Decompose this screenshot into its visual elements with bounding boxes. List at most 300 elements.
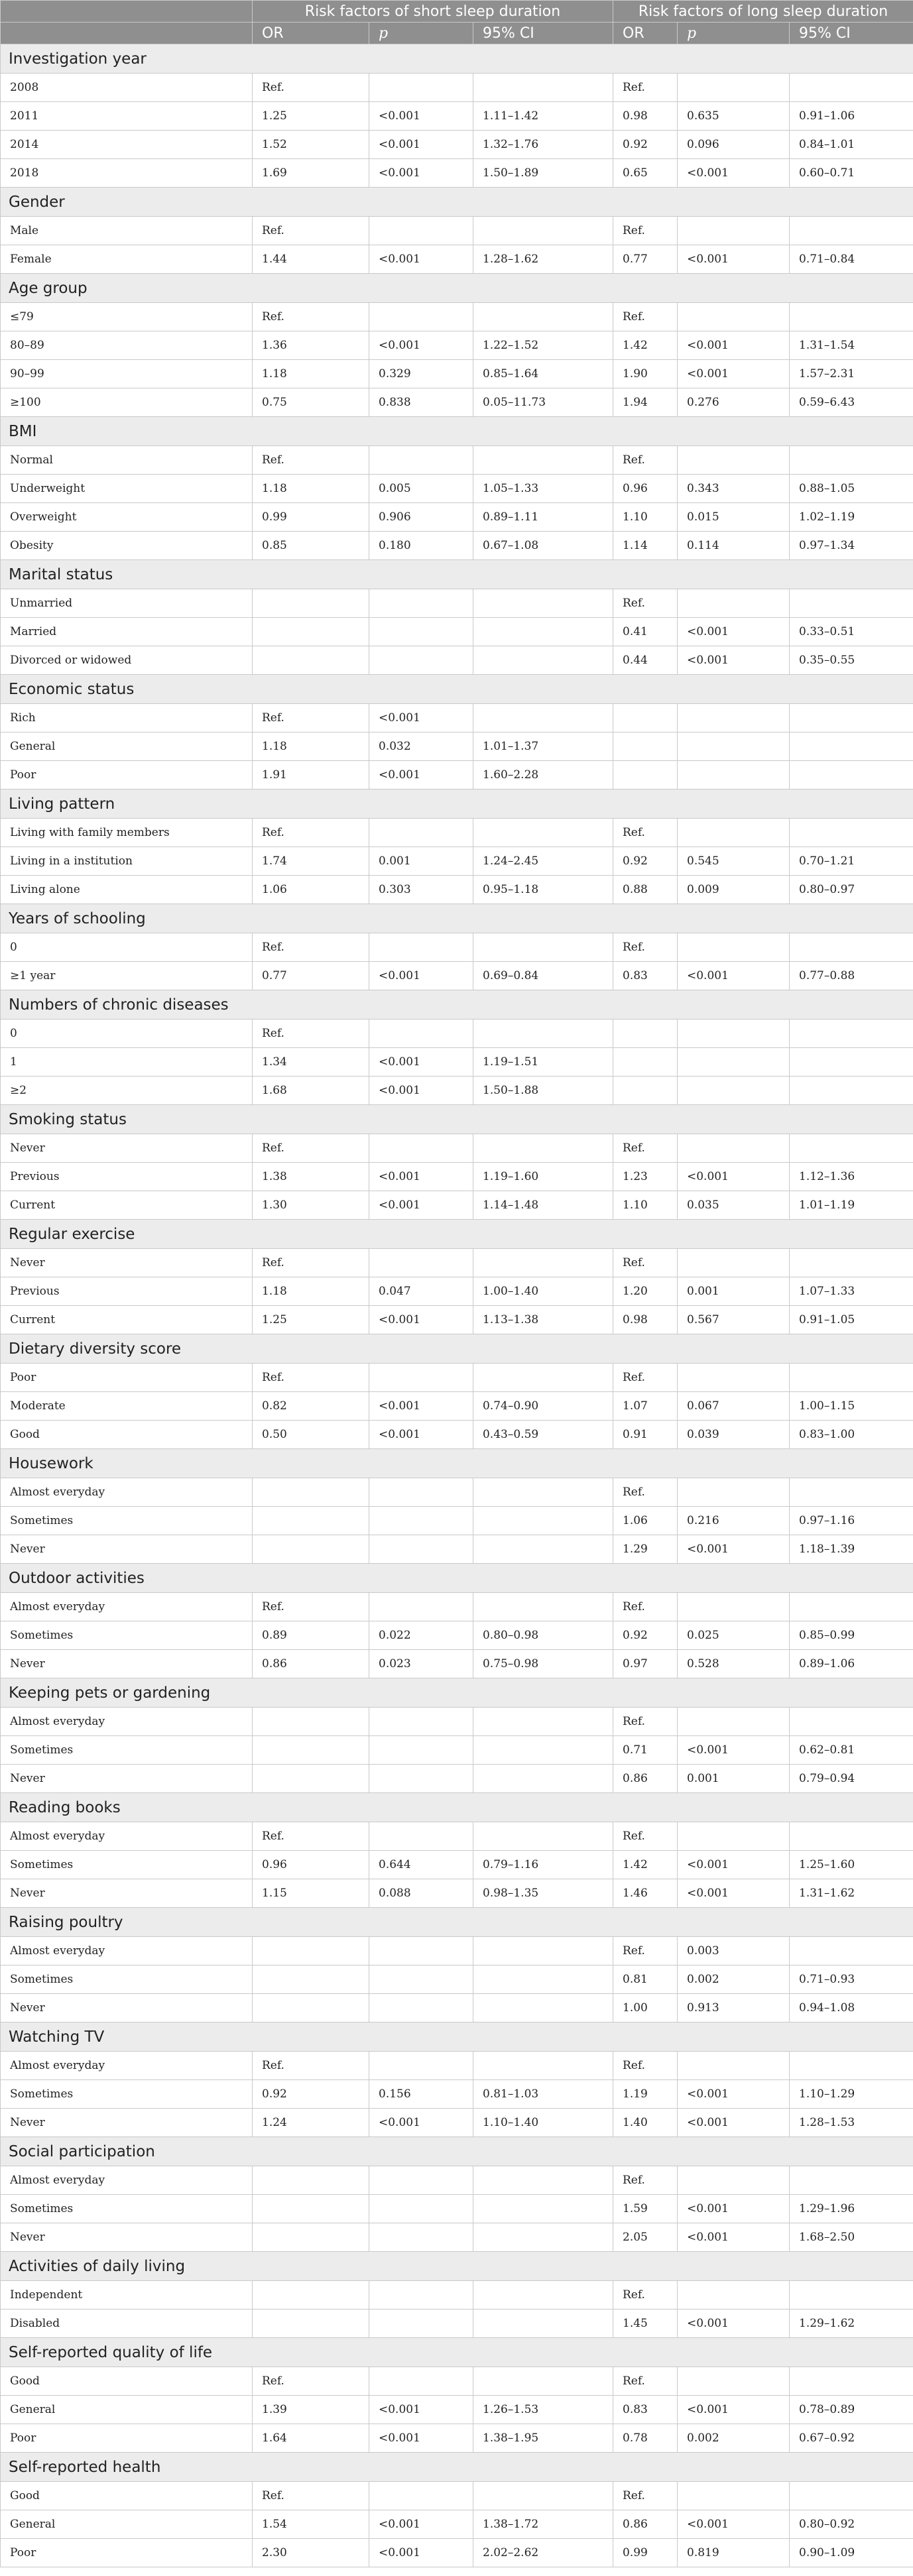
short-or: Ref. [253,74,369,102]
short-ci [473,1822,613,1851]
short-ci: 0.75–0.98 [473,1650,613,1678]
long-or: 1.06 [613,1507,678,1535]
short-p [369,646,473,675]
long-p: 0.001 [678,1277,790,1306]
short-p: <0.001 [369,1191,473,1220]
short-ci: 2.02–2.62 [473,2539,613,2567]
long-p: <0.001 [678,331,790,360]
section-header-row [1,2022,913,2052]
table-row [1,847,913,876]
variable-label: Married [1,618,253,646]
long-ci: 0.88–1.05 [790,475,913,503]
short-ci: 1.24–2.45 [473,847,613,876]
long-p: 0.035 [678,1191,790,1220]
short-p [369,2052,473,2080]
short-ci [473,646,613,675]
long-or [613,1020,678,1048]
short-or [253,1736,369,1765]
short-p: 0.001 [369,847,473,876]
table-row [1,1478,913,1507]
variable-label: General [1,2396,253,2424]
short-ci [473,2367,613,2396]
table-row [1,1994,913,2022]
long-ci: 0.35–0.55 [790,646,913,675]
short-ci: 0.69–0.84 [473,962,613,990]
short-p [369,2166,473,2195]
short-ci [473,1249,613,1277]
long-ci: 0.60–0.71 [790,159,913,188]
short-p: 0.906 [369,503,473,532]
short-ci [473,1708,613,1736]
table-row [1,2223,913,2252]
section-header-row [1,1334,913,1364]
long-or: 1.94 [613,388,678,417]
table-row [1,819,913,847]
short-ci: 1.26–1.53 [473,2396,613,2424]
long-p: 0.343 [678,475,790,503]
section-header-row [1,1678,913,1708]
long-or: Ref. [613,446,678,475]
long-ci: 0.78–0.89 [790,2396,913,2424]
short-ci [473,933,613,962]
short-ci [473,2052,613,2080]
short-p [369,1708,473,1736]
table-row [1,331,913,360]
long-ci [790,303,913,331]
long-p: <0.001 [678,1879,790,1908]
short-or [253,2281,369,2310]
table-row [1,2195,913,2223]
short-ci: 1.50–1.88 [473,1077,613,1105]
section-header-row [1,1564,913,1593]
long-or: 1.19 [613,2080,678,2109]
short-ci: 0.05–11.73 [473,388,613,417]
long-p: <0.001 [678,618,790,646]
long-or: 1.23 [613,1163,678,1191]
short-or: 1.06 [253,876,369,904]
long-or [613,732,678,761]
table-row [1,732,913,761]
long-p: 0.002 [678,2424,790,2453]
section-title: Smoking status [1,1105,913,1134]
short-or: 1.15 [253,1879,369,1908]
long-p [678,761,790,790]
short-p: <0.001 [369,245,473,274]
long-p: <0.001 [678,2396,790,2424]
short-or: 0.85 [253,532,369,560]
long-or: 1.42 [613,331,678,360]
long-or: Ref. [613,2052,678,2080]
short-ci [473,303,613,331]
long-or: 1.14 [613,532,678,560]
short-or [253,589,369,618]
short-ci [473,74,613,102]
short-ci: 1.10–1.40 [473,2109,613,2137]
long-or: 0.83 [613,2396,678,2424]
long-p: 0.819 [678,2539,790,2567]
section-title: Marital status [1,560,913,589]
short-or: 1.36 [253,331,369,360]
long-or [613,761,678,790]
short-p: <0.001 [369,704,473,732]
short-p [369,1535,473,1564]
variable-label: Almost everyday [1,1937,253,1965]
long-or: 0.96 [613,475,678,503]
table-row [1,1765,913,1793]
header-short-ci: 95% CI [473,23,613,44]
section-title: Keeping pets or gardening [1,1678,913,1708]
section-header-row [1,990,913,1020]
header-short-p: p [369,23,473,44]
short-ci: 1.32–1.76 [473,131,613,159]
short-or: 1.34 [253,1048,369,1077]
long-ci [790,2052,913,2080]
long-ci: 0.80–0.97 [790,876,913,904]
long-p: 0.635 [678,102,790,131]
long-p: <0.001 [678,360,790,388]
long-p [678,1048,790,1077]
long-or: 1.46 [613,1879,678,1908]
long-ci: 1.12–1.36 [790,1163,913,1191]
table-row [1,1163,913,1191]
section-header-row [1,44,913,74]
section-header-row [1,188,913,217]
long-ci [790,1020,913,1048]
short-ci [473,2310,613,2338]
short-p: <0.001 [369,1421,473,1449]
short-or: 0.75 [253,388,369,417]
variable-label: Overweight [1,503,253,532]
variable-label: Previous [1,1277,253,1306]
short-p: 0.329 [369,360,473,388]
short-p: <0.001 [369,962,473,990]
section-header-row [1,2137,913,2166]
long-ci [790,1134,913,1163]
long-ci [790,1593,913,1621]
variable-label: General [1,2510,253,2539]
table-row [1,2539,913,2567]
short-or: Ref. [253,1593,369,1621]
header-corner [1,1,253,23]
long-p: 0.015 [678,503,790,532]
short-ci: 1.14–1.48 [473,1191,613,1220]
short-ci [473,1736,613,1765]
short-or: Ref. [253,1134,369,1163]
table-row [1,2052,913,2080]
long-p: <0.001 [678,1535,790,1564]
long-ci: 0.89–1.06 [790,1650,913,1678]
table-row [1,1851,913,1879]
section-header-row [1,2338,913,2367]
variable-label: 90–99 [1,360,253,388]
long-ci: 1.28–1.53 [790,2109,913,2137]
header-long-sleep: Risk factors of long sleep duration [613,1,913,23]
table-row [1,2310,913,2338]
section-title: Gender [1,188,913,217]
short-or [253,1507,369,1535]
section-header-row [1,675,913,704]
long-p [678,819,790,847]
section-header-row [1,274,913,303]
long-or: 0.88 [613,876,678,904]
variable-label: Never [1,1879,253,1908]
long-p: 0.003 [678,1937,790,1965]
short-ci [473,2166,613,2195]
short-p [369,2482,473,2510]
long-ci: 0.80–0.92 [790,2510,913,2539]
long-or: Ref. [613,2166,678,2195]
long-ci: 0.97–1.34 [790,532,913,560]
long-p [678,446,790,475]
long-ci: 0.33–0.51 [790,618,913,646]
table-row [1,360,913,388]
long-ci: 0.97–1.16 [790,1507,913,1535]
short-or: Ref. [253,217,369,245]
short-p: <0.001 [369,159,473,188]
table-row [1,618,913,646]
table-row [1,933,913,962]
long-ci: 0.84–1.01 [790,131,913,159]
long-ci: 1.29–1.96 [790,2195,913,2223]
variable-label: Current [1,1306,253,1334]
table-body [1,44,913,2567]
short-p: 0.644 [369,1851,473,1879]
short-p [369,1994,473,2022]
long-or: Ref. [613,2281,678,2310]
short-p [369,303,473,331]
short-p [369,1364,473,1392]
short-or: Ref. [253,1020,369,1048]
long-p: 0.001 [678,1765,790,1793]
short-ci: 1.05–1.33 [473,475,613,503]
section-title: Outdoor activities [1,1564,913,1593]
long-p [678,589,790,618]
short-or [253,646,369,675]
variable-label: Female [1,245,253,274]
variable-label: 1 [1,1048,253,1077]
long-ci: 1.31–1.62 [790,1879,913,1908]
table-row [1,2424,913,2453]
short-p [369,1937,473,1965]
long-or: Ref. [613,2367,678,2396]
short-ci: 0.79–1.16 [473,1851,613,1879]
long-or [613,1048,678,1077]
table-row [1,1364,913,1392]
short-or: Ref. [253,2367,369,2396]
section-title: Social participation [1,2137,913,2166]
variable-label: Never [1,1249,253,1277]
short-ci: 1.19–1.51 [473,1048,613,1077]
short-ci: 0.43–0.59 [473,1421,613,1449]
table-row [1,532,913,560]
long-or: 0.78 [613,2424,678,2453]
short-ci: 0.95–1.18 [473,876,613,904]
long-p [678,1708,790,1736]
table-row [1,704,913,732]
long-p: 0.002 [678,1965,790,1994]
variable-label: ≤79 [1,303,253,331]
long-p: <0.001 [678,245,790,274]
section-header-row [1,1105,913,1134]
short-p [369,1765,473,1793]
short-or: 1.38 [253,1163,369,1191]
section-header-row [1,1793,913,1822]
short-p [369,933,473,962]
short-or: 1.18 [253,732,369,761]
table-row [1,303,913,331]
variable-label: Previous [1,1163,253,1191]
long-or: Ref. [613,1364,678,1392]
short-or: 1.39 [253,2396,369,2424]
long-p [678,217,790,245]
table-row [1,1650,913,1678]
long-ci [790,1249,913,1277]
long-ci: 0.90–1.09 [790,2539,913,2567]
long-p: <0.001 [678,1851,790,1879]
table-row [1,2109,913,2137]
long-or: Ref. [613,1249,678,1277]
table-row [1,876,913,904]
long-ci: 1.68–2.50 [790,2223,913,2252]
short-ci: 1.28–1.62 [473,245,613,274]
table-row [1,1191,913,1220]
short-or: 1.69 [253,159,369,188]
variable-label: General [1,732,253,761]
long-p: <0.001 [678,2510,790,2539]
variable-label: Normal [1,446,253,475]
short-ci: 1.50–1.89 [473,159,613,188]
section-title: Watching TV [1,2022,913,2052]
short-or: 0.50 [253,1421,369,1449]
short-p: <0.001 [369,331,473,360]
long-or: Ref. [613,819,678,847]
short-or: Ref. [253,704,369,732]
long-ci: 1.07–1.33 [790,1277,913,1306]
short-p: <0.001 [369,2510,473,2539]
variable-label: Underweight [1,475,253,503]
long-or: 0.98 [613,1306,678,1334]
long-or: 1.90 [613,360,678,388]
long-p [678,2166,790,2195]
short-p: <0.001 [369,2424,473,2453]
variable-label: 2018 [1,159,253,188]
long-p [678,2482,790,2510]
table-row [1,74,913,102]
long-or: Ref. [613,74,678,102]
table-row [1,1421,913,1449]
table-header [1,1,913,44]
long-or: 1.40 [613,2109,678,2137]
section-title: Economic status [1,675,913,704]
short-p: <0.001 [369,102,473,131]
long-ci: 0.91–1.05 [790,1306,913,1334]
long-ci [790,446,913,475]
variable-label: Almost everyday [1,1708,253,1736]
long-or [613,704,678,732]
long-p [678,1020,790,1048]
long-ci [790,589,913,618]
short-ci: 1.11–1.42 [473,102,613,131]
section-header-row [1,2252,913,2281]
long-p: <0.001 [678,2080,790,2109]
short-ci [473,1765,613,1793]
variable-label: Rich [1,704,253,732]
table-row [1,2166,913,2195]
long-ci [790,704,913,732]
table-row [1,446,913,475]
variable-label: Unmarried [1,589,253,618]
short-ci [473,2195,613,2223]
long-ci: 1.10–1.29 [790,2080,913,2109]
table-row [1,1621,913,1650]
table-row [1,1965,913,1994]
variable-label: Current [1,1191,253,1220]
short-ci: 0.67–1.08 [473,532,613,560]
long-ci: 1.02–1.19 [790,503,913,532]
section-title: Activities of daily living [1,2252,913,2281]
long-or: Ref. [613,217,678,245]
long-ci [790,1937,913,1965]
short-ci: 1.19–1.60 [473,1163,613,1191]
header-group-row [1,1,913,23]
header-short-sleep: Risk factors of short sleep duration [253,1,613,23]
variable-label: Good [1,1421,253,1449]
short-ci [473,2482,613,2510]
section-title: Self-reported quality of life [1,2338,913,2367]
short-or: 1.74 [253,847,369,876]
long-ci [790,1708,913,1736]
short-p: <0.001 [369,131,473,159]
short-or: 1.30 [253,1191,369,1220]
table-row [1,1507,913,1535]
long-ci [790,74,913,102]
long-p [678,2052,790,2080]
short-or: Ref. [253,1364,369,1392]
table-row [1,2367,913,2396]
header-corner-sub [1,23,253,44]
long-p [678,1593,790,1621]
long-or: 0.98 [613,102,678,131]
short-p [369,1020,473,1048]
variable-label: Divorced or widowed [1,646,253,675]
short-p: 0.032 [369,732,473,761]
header-long-p: p [678,23,790,44]
long-or: 1.10 [613,503,678,532]
long-ci [790,1048,913,1077]
long-p [678,2281,790,2310]
table-row [1,475,913,503]
short-ci [473,1134,613,1163]
variable-label: Moderate [1,1392,253,1421]
short-p [369,74,473,102]
short-ci [473,589,613,618]
section-title: BMI [1,417,913,446]
short-ci: 1.01–1.37 [473,732,613,761]
short-p: <0.001 [369,1163,473,1191]
short-or: 1.18 [253,360,369,388]
short-p [369,2310,473,2338]
short-or: 0.96 [253,1851,369,1879]
section-header-row [1,417,913,446]
variable-label: Never [1,1765,253,1793]
long-ci [790,2166,913,2195]
long-or: 0.44 [613,646,678,675]
short-or: 1.18 [253,475,369,503]
short-or: 1.54 [253,2510,369,2539]
variable-label: Poor [1,1364,253,1392]
short-ci [473,819,613,847]
table-row [1,1020,913,1048]
